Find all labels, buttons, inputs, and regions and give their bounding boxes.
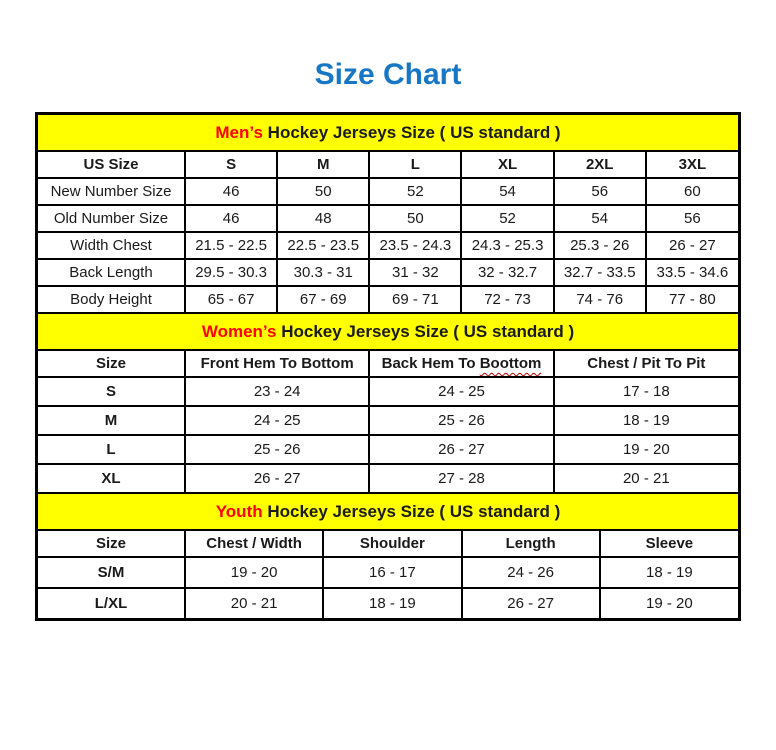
size-value: 18 - 19 <box>600 557 738 588</box>
size-value: 50 <box>369 205 461 232</box>
youth-label: Youth <box>215 502 263 521</box>
column-header: 3XL <box>646 152 738 178</box>
size-value: 16 - 17 <box>323 557 461 588</box>
size-value: 32.7 - 33.5 <box>554 259 646 286</box>
size-value: 24 - 26 <box>462 557 600 588</box>
column-header: Size <box>38 531 185 557</box>
row-label: S/M <box>38 557 185 588</box>
column-header: Size <box>38 351 185 377</box>
row-label: Width Chest <box>38 232 185 259</box>
size-value: 27 - 28 <box>369 464 553 492</box>
column-header: Chest / Pit To Pit <box>554 351 738 377</box>
womens-section-header <box>38 312 738 351</box>
size-value: 19 - 20 <box>554 435 738 464</box>
youth-band-text: Hockey Jerseys Size ( US standard ) <box>267 502 561 521</box>
row-label: S <box>38 377 185 406</box>
size-value: 56 <box>646 205 738 232</box>
size-value: 33.5 - 34.6 <box>646 259 738 286</box>
column-header: US Size <box>38 152 185 178</box>
size-value: 24.3 - 25.3 <box>461 232 553 259</box>
youth-size-table <box>38 531 738 618</box>
row-label: New Number Size <box>38 178 185 205</box>
row-label: Body Height <box>38 286 185 312</box>
size-value: 32 - 32.7 <box>461 259 553 286</box>
table-row <box>38 178 738 205</box>
size-value: 20 - 21 <box>554 464 738 492</box>
table-row <box>38 557 738 588</box>
size-value: 21.5 - 22.5 <box>185 232 277 259</box>
table-row <box>38 588 738 618</box>
page-title: Size Chart <box>314 58 462 91</box>
table-row <box>38 259 738 286</box>
size-value: 25.3 - 26 <box>554 232 646 259</box>
column-header: Chest / Width <box>185 531 323 557</box>
column-header: Shoulder <box>323 531 461 557</box>
row-label: XL <box>38 464 185 492</box>
size-value: 24 - 25 <box>185 406 369 435</box>
table-row <box>38 377 738 406</box>
column-header: M <box>277 152 369 178</box>
size-value: 17 - 18 <box>554 377 738 406</box>
size-value: 65 - 67 <box>185 286 277 312</box>
size-value: 54 <box>554 205 646 232</box>
table-row <box>38 435 738 464</box>
column-header: Back Hem To Boottom <box>369 351 553 377</box>
size-value: 30.3 - 31 <box>277 259 369 286</box>
column-header: L <box>369 152 461 178</box>
table-row <box>38 406 738 435</box>
column-header: S <box>185 152 277 178</box>
row-label: L/XL <box>38 588 185 618</box>
size-value: 26 - 27 <box>369 435 553 464</box>
size-value: 19 - 20 <box>600 588 738 618</box>
row-label: Back Length <box>38 259 185 286</box>
womens-size-table <box>38 351 738 492</box>
size-value: 54 <box>461 178 553 205</box>
size-value: 60 <box>646 178 738 205</box>
size-value: 67 - 69 <box>277 286 369 312</box>
mens-band-text: Hockey Jerseys Size ( US standard ) <box>267 123 561 142</box>
size-value: 74 - 76 <box>554 286 646 312</box>
size-value: 19 - 20 <box>185 557 323 588</box>
row-label: Old Number Size <box>38 205 185 232</box>
column-header: Sleeve <box>600 531 738 557</box>
size-value: 50 <box>277 178 369 205</box>
table-row <box>38 286 738 312</box>
size-value: 18 - 19 <box>323 588 461 618</box>
size-value: 46 <box>185 178 277 205</box>
size-value: 69 - 71 <box>369 286 461 312</box>
size-value: 18 - 19 <box>554 406 738 435</box>
row-label: L <box>38 435 185 464</box>
size-value: 20 - 21 <box>185 588 323 618</box>
size-value: 48 <box>277 205 369 232</box>
mens-size-table <box>38 152 738 312</box>
misspelled-word: Boottom <box>479 355 542 372</box>
size-value: 24 - 25 <box>369 377 553 406</box>
size-value: 77 - 80 <box>646 286 738 312</box>
header-row <box>38 351 738 377</box>
column-header: Front Hem To Bottom <box>185 351 369 377</box>
size-value: 29.5 - 30.3 <box>185 259 277 286</box>
size-value: 26 - 27 <box>185 464 369 492</box>
size-value: 52 <box>369 178 461 205</box>
size-value: 23 - 24 <box>185 377 369 406</box>
size-value: 52 <box>461 205 553 232</box>
size-chart-sheet <box>35 112 741 621</box>
column-header: Length <box>462 531 600 557</box>
youth-section-header <box>38 492 738 531</box>
size-value: 72 - 73 <box>461 286 553 312</box>
size-value: 25 - 26 <box>185 435 369 464</box>
size-value: 22.5 - 23.5 <box>277 232 369 259</box>
size-value: 23.5 - 24.3 <box>369 232 461 259</box>
size-value: 26 - 27 <box>646 232 738 259</box>
table-row <box>38 464 738 492</box>
table-row <box>38 205 738 232</box>
womens-label: Women’s <box>201 322 277 341</box>
mens-label: Men’s <box>215 123 263 142</box>
size-value: 25 - 26 <box>369 406 553 435</box>
size-value: 46 <box>185 205 277 232</box>
header-row <box>38 531 738 557</box>
mens-section-header <box>38 115 738 152</box>
column-header: XL <box>461 152 553 178</box>
size-value: 26 - 27 <box>462 588 600 618</box>
row-label: M <box>38 406 185 435</box>
womens-band-text: Hockey Jerseys Size ( US standard ) <box>281 322 575 341</box>
size-value: 31 - 32 <box>369 259 461 286</box>
size-value: 56 <box>554 178 646 205</box>
table-row <box>38 232 738 259</box>
header-row <box>38 152 738 178</box>
column-header: 2XL <box>554 152 646 178</box>
